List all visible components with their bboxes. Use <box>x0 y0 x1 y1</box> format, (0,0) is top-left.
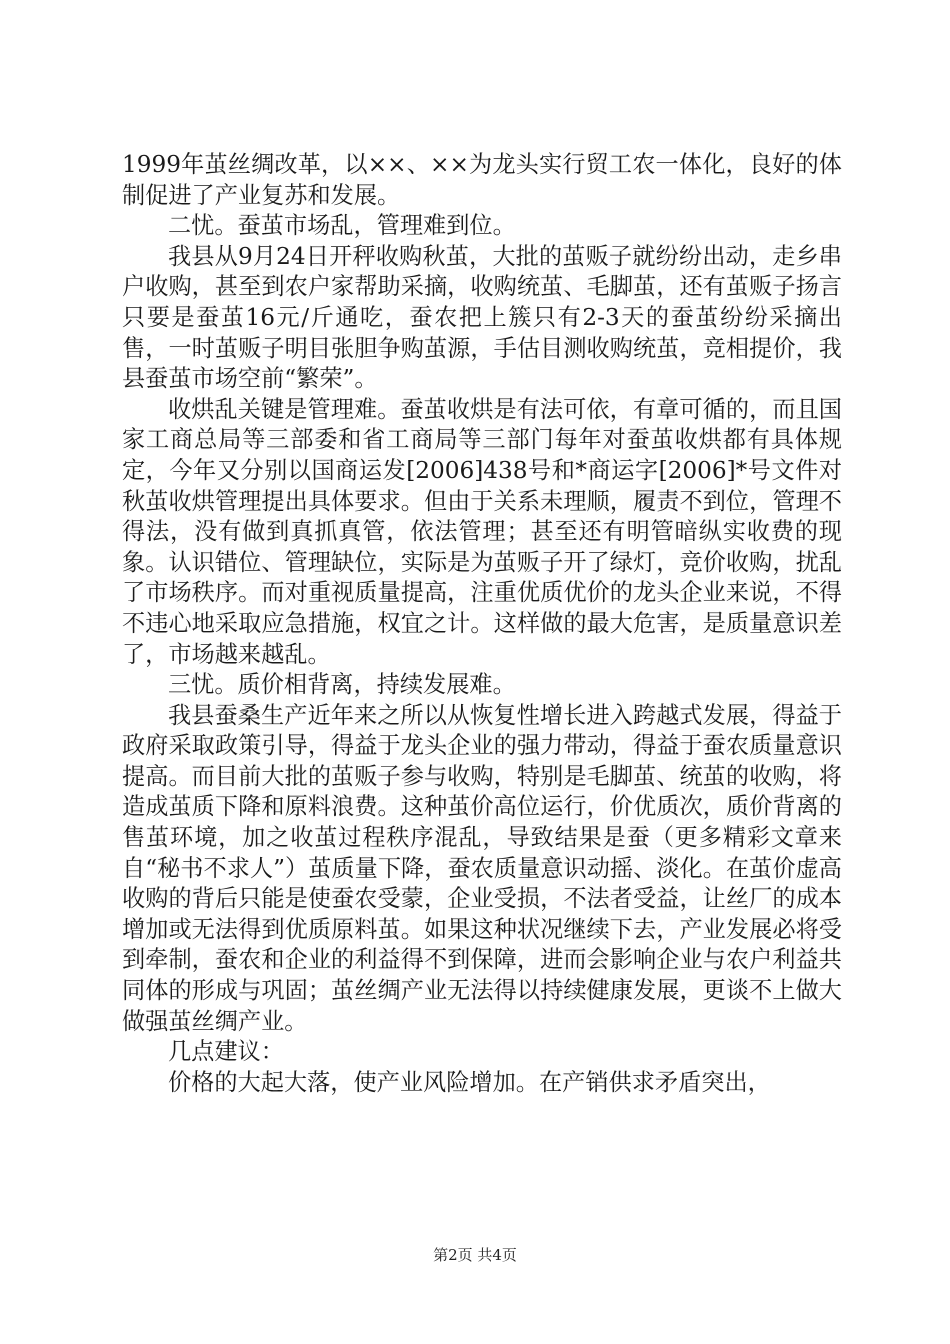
page-number-footer: 第2页 共4页 <box>433 1246 517 1264</box>
paragraph-6: 我县蚕桑生产近年来之所以从恢复性增长进入跨越式发展，得益于政府采取政策引导，得益于龙头企业的强力带动，得益于蚕农质量意识提高。而目前大批的茧贩子参与收购，特别是毛脚茧、统茧的收购，将造成茧质下降和原料浪费。这种茧价高位运行，价优质次，质价背离的售茧环境，加之收茧过程秩序混乱，导致结果是蚕（更多精彩文章来自“秘书不求人”）茧质量下降，蚕农质量意识动摇、淡化。在茧价虚高收购的背后只能是使蚕农受蒙，企业受损，不法者受益，让丝厂的成本增加或无法得到优质原料茧。如果这种状况继续下去，产业发展必将受到牵制，蚕农和企业的利益得不到保障，进而会影响企业与农户利益共同体的形成与巩固；茧丝绸产业无法得以持续健康发展，更谈不上做大做强茧丝绸产业。 <box>122 701 842 1035</box>
paragraph-1: 1999年茧丝绸改革，以××、××为龙头实行贸工农一体化，良好的体制促进了产业复苏和发展。 <box>122 151 842 209</box>
paragraph-8: 价格的大起大落，使产业风险增加。在产销供求矛盾突出， <box>168 1068 771 1096</box>
paragraph-3: 我县从9月24日开秤收购秋茧，大批的茧贩子就纷纷出动，走乡串户收购，甚至到农户家帮助采摘，收购统茧、毛脚茧，还有茧贩子扬言只要是蚕茧16元/斤通吃，蚕农把上簇只有2-3天的蚕茧纷纷采摘出售，一时茧贩子明目张胆争购茧源，手估目测收购统茧，竞相提价，我县蚕茧市场空前“繁荣”。 <box>122 242 842 393</box>
paragraph-2: 二忧。蚕茧市场乱，管理难到位。 <box>168 212 516 240</box>
paragraph-4: 收烘乱关键是管理难。蚕茧收烘是有法可依，有章可循的，而且国家工商总局等三部委和省工商局等三部门每年对蚕茧收烘都有具体规定，今年又分别以国商运发[2006]438号和*商运字[2006]*号文件对秋茧收烘管理提出具体要求。但由于关系未理顺，履责不到位，管理不得法，没有做到真抓真管，依法管理；甚至还有明管暗纵实收费的现象。认识错位、管理缺位，实际是为茧贩子开了绿灯，竞价收购，扰乱了市场秩序。而对重视质量提高，注重优质优价的龙头企业来说，不得不违心地采取应急措施，权宜之计。这样做的最大危害，是质量意识差了，市场越来越乱。 <box>122 395 842 668</box>
document-body <box>122 150 842 1098</box>
paragraph-7: 几点建议： <box>168 1038 284 1066</box>
paragraph-5: 三忧。质价相背离，持续发展难。 <box>168 671 516 699</box>
